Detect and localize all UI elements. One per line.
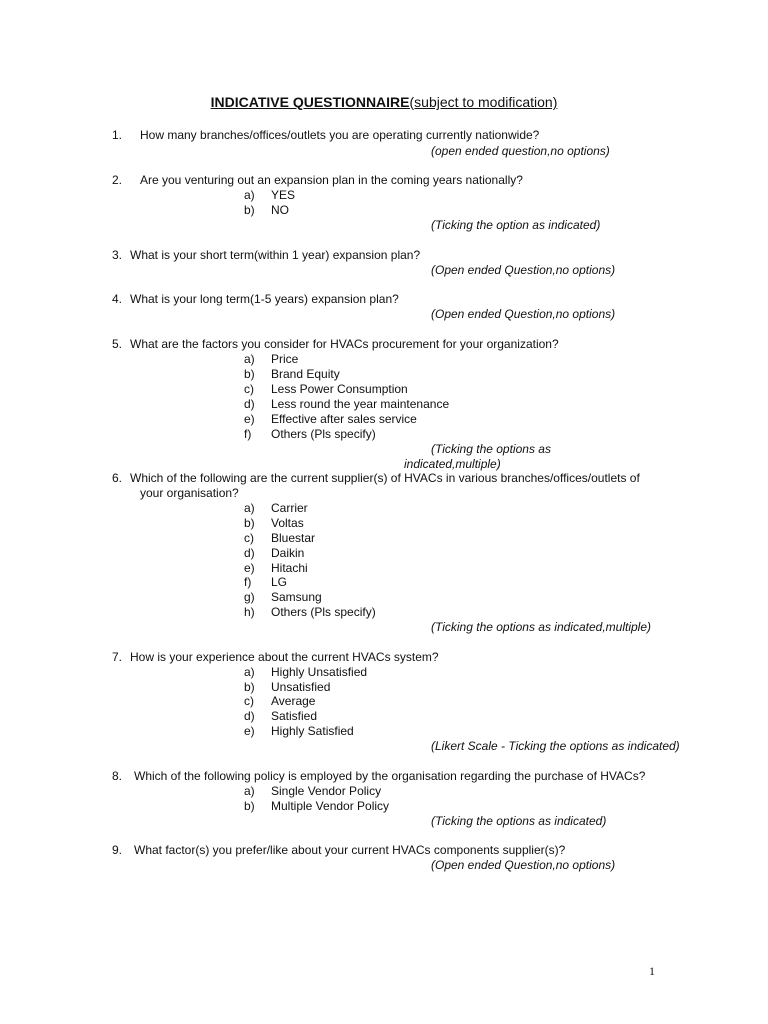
question-number: 5. — [112, 337, 123, 351]
question-6 — [112, 471, 640, 501]
option-item: a) Highly Unsatisfied — [244, 665, 368, 679]
question-text: What is your long term(1-5 years) expansion plan? — [130, 292, 399, 306]
question-note: (Ticking the options as indicated) — [431, 814, 607, 828]
question-number: 7. — [112, 650, 123, 664]
question-number: 2. — [112, 173, 123, 187]
question-text-continued: your organisation? — [140, 486, 239, 500]
question-note: indicated,multiple) — [404, 457, 501, 471]
question-note: (Ticking the options as indicated,multiple) — [431, 620, 652, 634]
question-2 — [112, 173, 523, 188]
option-item: b) Unsatisfied — [244, 680, 331, 694]
question-text: Which of the following are the current supplier(s) of HVACs in various branches/offices/outlets of — [130, 471, 640, 485]
option-item: e) Hitachi — [244, 561, 308, 575]
title-subtitle: (subject to modification) — [409, 94, 558, 110]
question-text: What is your short term(within 1 year) expansion plan? — [130, 248, 421, 262]
question-note: (Open ended Question,no options) — [431, 858, 616, 872]
option-item: b) Voltas — [244, 516, 304, 530]
option-item: c) Bluestar — [244, 531, 316, 545]
option-item: b) Multiple Vendor Policy — [244, 799, 390, 813]
question-number: 6. — [112, 471, 123, 485]
question-number: 9. — [112, 843, 123, 857]
question-text: Which of the following policy is employed by the organisation regarding the purchase of HVACs? — [134, 769, 646, 783]
title-main: INDICATIVE QUESTIONNAIRE — [210, 94, 410, 110]
question-text: What factor(s) you prefer/like about your current HVACs components supplier(s)? — [134, 843, 566, 857]
page-number: 1 — [649, 964, 655, 978]
option-item: f) LG — [244, 575, 288, 589]
option-item: b) NO — [244, 203, 289, 217]
question-number: 8. — [112, 769, 123, 783]
question-text: Are you venturing out an expansion plan in the coming years nationally? — [140, 173, 523, 187]
question-3 — [112, 248, 420, 263]
question-note: (Open ended Question,no options) — [431, 307, 616, 321]
question-note: (Ticking the options as — [431, 442, 551, 456]
question-7 — [112, 650, 439, 665]
question-4 — [112, 292, 399, 307]
question-note: (open ended question,no options) — [431, 144, 610, 158]
option-item: g) Samsung — [244, 590, 322, 604]
option-item: c) Average — [244, 694, 316, 708]
option-item: a) Carrier — [244, 501, 308, 515]
option-item: h) Others (Pls specify) — [244, 605, 376, 619]
question-note: (Open ended Question,no options) — [431, 263, 616, 277]
question-number: 4. — [112, 292, 123, 306]
question-1 — [112, 128, 539, 143]
option-item: a) YES — [244, 188, 296, 202]
option-item: f) Others (Pls specify) — [244, 427, 376, 441]
question-note: (Likert Scale - Ticking the options as indicated) — [431, 739, 680, 753]
question-number: 1. — [112, 128, 123, 142]
question-number: 3. — [112, 248, 123, 262]
option-item: c) Less Power Consumption — [244, 382, 408, 396]
question-text: What are the factors you consider for HVACs procurement for your organization? — [130, 337, 559, 351]
option-item: d) Daikin — [244, 546, 305, 560]
option-item: e) Effective after sales service — [244, 412, 417, 426]
question-5 — [112, 337, 559, 352]
option-item: e) Highly Satisfied — [244, 724, 354, 738]
question-text: How is your experience about the current HVACs system? — [130, 650, 439, 664]
option-item: a) Single Vendor Policy — [244, 784, 382, 798]
option-item: d) Less round the year maintenance — [244, 397, 450, 411]
question-9 — [112, 843, 565, 858]
question-note: (Ticking the option as indicated) — [431, 218, 601, 232]
option-item: b) Brand Equity — [244, 367, 340, 381]
option-item: d) Satisfied — [244, 709, 318, 723]
option-item: a) Price — [244, 352, 299, 366]
page-title — [0, 94, 768, 110]
question-8 — [112, 769, 645, 784]
question-text: How many branches/offices/outlets you are operating currently nationwide? — [140, 128, 540, 142]
